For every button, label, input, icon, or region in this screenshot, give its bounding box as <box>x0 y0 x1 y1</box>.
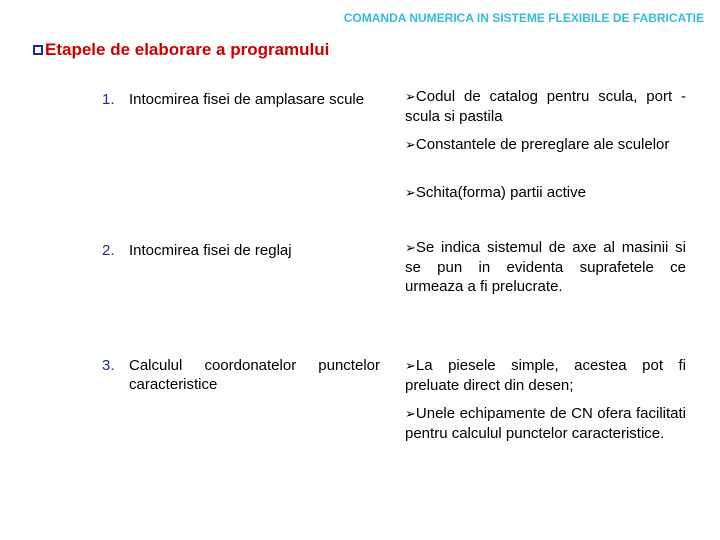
step-number: 3. <box>102 357 115 374</box>
point-2 <box>405 135 686 155</box>
point-4 <box>405 238 686 297</box>
arrow-bullet-icon: ➢ <box>405 185 416 200</box>
arrow-bullet-icon: ➢ <box>405 406 416 421</box>
step-3 <box>102 356 380 394</box>
point-text: Se indica sistemul de axe al masinii si se pun in evidenta suprafetele ce urmeaza a fi prelucrate. <box>405 239 686 295</box>
arrow-bullet-icon: ➢ <box>405 89 416 104</box>
point-5 <box>405 356 686 395</box>
slide-header: COMANDA NUMERICA IN SISTEME FLEXIBILE DE FABRICATIE <box>343 11 704 25</box>
point-text: Codul de catalog pentru scula, port -scula si pastila <box>405 88 686 125</box>
step-text: Intocmirea fisei de reglaj <box>129 242 292 259</box>
slide-title <box>33 40 329 60</box>
arrow-bullet-icon: ➢ <box>405 358 416 373</box>
step-number: 1. <box>102 91 115 108</box>
arrow-bullet-icon: ➢ <box>405 137 416 152</box>
point-6 <box>405 404 686 443</box>
checkbox-bullet-icon <box>33 45 43 55</box>
point-text: Schita(forma) partii active <box>415 184 586 201</box>
point-text: Constantele de prereglare ale sculelor <box>415 136 670 153</box>
step-1 <box>102 90 380 109</box>
title-text: Etapele de elaborare a programului <box>45 40 330 59</box>
step-text: Intocmirea fisei de amplasare scule <box>129 91 365 108</box>
point-text: La piesele simple, acestea pot fi preluate direct din desen; <box>405 357 686 394</box>
step-text: Calculul coordonatelor punctelor caracteristice <box>129 357 380 393</box>
point-1 <box>405 87 686 126</box>
point-text: Unele echipamente de CN ofera facilitati pentru calculul punctelor caracteristice. <box>405 405 686 442</box>
step-number: 2. <box>102 242 115 259</box>
point-3 <box>405 183 686 203</box>
step-2 <box>102 241 380 260</box>
arrow-bullet-icon: ➢ <box>405 240 416 255</box>
